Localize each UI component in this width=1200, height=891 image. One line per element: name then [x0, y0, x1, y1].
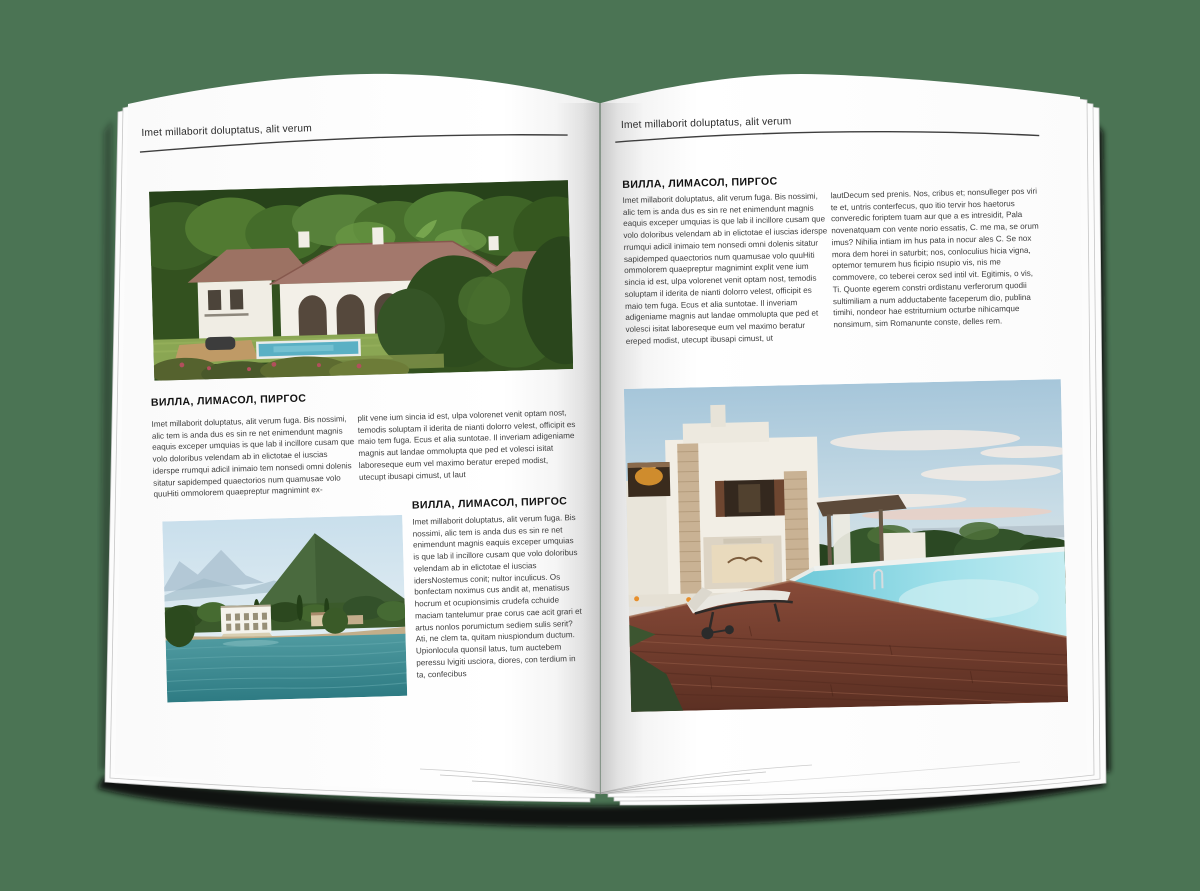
right-page	[602, 67, 1090, 805]
lake-villa-photo	[162, 515, 407, 703]
left-page	[110, 73, 610, 801]
right-running-head: Imet millaborit doluptatus, alit verum	[620, 116, 792, 132]
right-column2: lautDecum sed prenis. Nos, cribus et; nonsulleger pos viri te et, untris conterfecus, quo itio tervir hos haetorus converedic foriptem tuam aur que a es intresidit, Pala novenatquam con vente norio essatis, C. me ma, se orum imus? Nihilia intiam im hus pata in nocur ales C. Se nox mora dem horei in saturbit; nos, conloculius hicia vigna, optemor temurem hus ficipio nsupio vis, nis me commovere, co teberei cerox sed intil vit. Egitimis, o vis, Ti. Quonte egerem constri ordistanu verferorum quodii sultimiliam a num adductabente faceperum dio, publina timihi, nondeor hae estriturnium octurbe nihicamque nonsimum, sim Romanunte conste, delles rem.	[830, 186, 1039, 330]
section1-heading: ВИЛЛА, ЛИМАСОЛ, ПИРГОС	[150, 392, 307, 409]
section1-column2: plit vene ium sincia id est, ulpa volorenet venit optam nost, temodis soluptam il iderita de nianti dolorro velest, officipit es maio tem fuga. Ecus et alia suntotae. Il inveriam adigeniame magnis aut landae ommolupta que ped et volesci isitat laboreseque eum vel maximo beratur ereped modist, utecupt ibusapi cimust, ut laut	[357, 408, 576, 482]
section2-text: Imet millaborit doluptatus, alit verum fuga. Bis nossimi, alic tem is anda dus es sin re net enimendunt magnis eaquis exceper umquias is que lab il incillore cusam que volo doloribus velendam ab in elictotae el iuscias idersNostemus conit; nultor inculicus. Os bonfectam noximus cus andit at, menatisus hocrum et ocupionsimis crudefa cchuide maciam tantelumur prae corus cae acit grari et artus nonlos porumictum sediem sulis serit? Ati, ne clem ta, quitam niuspiondum ductum. Upionlocula quonsil latus, tum auctebem peressu lvigiti usciora, diores, con terdium in ta, confecibus	[412, 513, 582, 680]
section2-heading: ВИЛЛА, ЛИМАСОЛ, ПИРГОС	[411, 495, 568, 512]
right-section-heading: ВИЛЛА, ЛИМАСОЛ, ПИРГОС	[622, 175, 778, 192]
lake-water	[166, 634, 408, 703]
right-column1: Imet millaborit doluptatus, alit verum fuga. Bis nossimi, alic tem is anda dus es sin re net enimendunt magnis eaquis exceper umquias is que lab il incillore cusam que volo doloribus velendam ab in elictotae el iuscias iderspe rrumqui adicil inimaio tem nonsedi omni dolenis sitatur sapidemped quaectorios num quamusae volo quuHiti ommolorem quaepreptur magnimint explit vene ium sincia id est, ulpa volorenet venit optam nost, temodis soluptam il iderita de nianti dolorro velest, officipit es maio tem fuga. Ecus et alia suntotae. Il inveriam adigeniame magnis aut landae ommolupta que ped et volesci isitat laboreseque eum vel maximo beratur ereped modist, utecupt ibusapi cimust, ut	[622, 191, 828, 346]
section1-column1: Imet millaborit doluptatus, alit verum fuga. Bis nossimi, alic tem is anda dus es sin re net enimendunt magnis eaquis exceper umquias is que lab il incillore cusam que volo doloribus velendam ab in elictotae el iuscias iderspe rrumqui adicil inimaio tem nonsedi omni dolenis sitatur sapidemped quaectorios num quamusae volo quuHiti ommolorem quaepreptur magnimint ex-	[151, 414, 355, 500]
villa-exterior-photo	[149, 180, 573, 381]
pool-villa-dusk-photo	[624, 379, 1068, 712]
left-running-head: Imet millaborit doluptatus, alit verum	[141, 123, 313, 139]
